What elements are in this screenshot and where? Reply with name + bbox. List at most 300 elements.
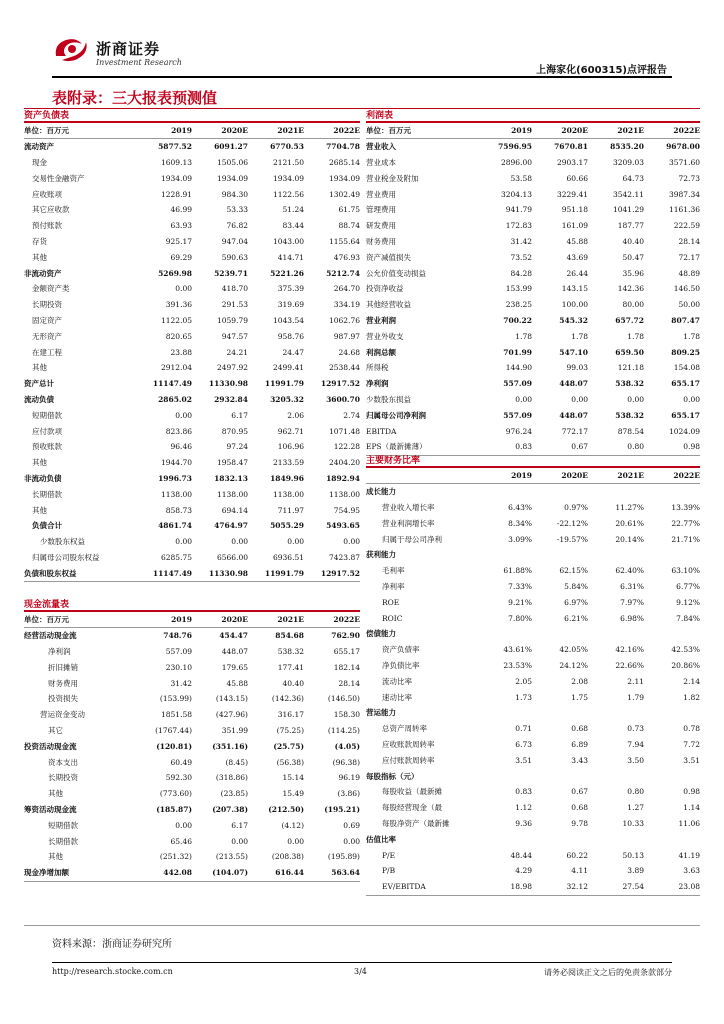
value-cell: 1934.09: [272, 173, 304, 183]
value-cell: 7423.87: [328, 552, 360, 562]
value-cell: 11147.49: [152, 568, 192, 578]
value-cell: 42.53%: [671, 645, 700, 655]
value-cell: 7.97%: [620, 597, 644, 607]
value-cell: 2404.20: [328, 458, 360, 468]
value-cell: 754.95: [333, 505, 360, 515]
table-row: [24, 170, 360, 186]
value-cell: 1.78: [683, 331, 700, 341]
value-cell: 657.72: [615, 315, 644, 325]
row-label: 偿债能力: [366, 629, 396, 639]
row-label: ROIC: [382, 613, 403, 623]
value-cell: 99.03: [566, 363, 588, 373]
value-cell: 26.44: [566, 268, 588, 278]
value-cell: 3.89: [627, 866, 644, 876]
table-row: [24, 297, 360, 313]
value-cell: 414.71: [277, 252, 304, 262]
value-cell: 83.44: [282, 221, 304, 231]
row-label: EBITDA: [366, 426, 397, 436]
value-cell: 9.21%: [508, 597, 532, 607]
value-cell: 2.74: [343, 410, 360, 420]
row-label: 存货: [32, 236, 47, 246]
value-cell: 772.17: [561, 426, 588, 436]
value-cell: 2121.50: [272, 157, 304, 167]
table-row: [24, 502, 360, 518]
value-cell: 72.17: [678, 252, 700, 262]
row-label: 其他: [32, 363, 47, 373]
row-label: EV/EBITDA: [382, 882, 426, 892]
value-cell: 0.73: [627, 724, 644, 734]
value-cell: 448.07: [559, 410, 588, 420]
row-label: 营业费用: [366, 189, 396, 199]
table-row: [366, 689, 700, 705]
value-cell: 24.12%: [559, 660, 588, 670]
value-cell: 41.19: [678, 850, 700, 860]
row-label: 每股经营现金（最: [382, 803, 442, 813]
table-row: [24, 565, 360, 581]
value-cell: 1059.79: [216, 315, 248, 325]
table-row: [24, 659, 360, 675]
row-label: 应付款项: [32, 426, 62, 436]
row-label: 毛利率: [382, 566, 405, 576]
table-row: [24, 265, 360, 281]
value-cell: 8.34%: [508, 518, 532, 528]
table-row: [24, 628, 360, 644]
value-cell: 72.73: [678, 173, 700, 183]
table-row: [366, 737, 700, 753]
row-label: 归属于母公司净利: [382, 534, 442, 544]
row-label: 非流动负债: [24, 473, 62, 483]
value-cell: 1.12: [515, 803, 532, 813]
value-cell: 0.80: [627, 442, 644, 452]
value-cell: 63.93: [170, 221, 192, 231]
row-label: 营业收入增长率: [382, 502, 435, 512]
table-row: [24, 407, 360, 423]
value-cell: 592.30: [165, 773, 192, 783]
value-cell: 538.32: [615, 379, 644, 389]
value-cell: 616.44: [275, 868, 304, 878]
value-cell: 7596.95: [498, 142, 532, 152]
value-cell: 3600.70: [326, 394, 360, 404]
value-cell: 22.66%: [615, 660, 644, 670]
value-cell: (208.38): [271, 852, 304, 862]
value-cell: 7.94: [627, 739, 644, 749]
table-bottom-rule: [366, 895, 700, 896]
value-cell: 448.07: [559, 379, 588, 389]
table-row: [366, 407, 700, 423]
value-cell: 538.32: [615, 410, 644, 420]
table-row: [24, 360, 360, 376]
value-cell: (351.16): [212, 741, 248, 751]
row-label: 非流动资产: [24, 268, 62, 278]
row-label: 资产总计: [24, 379, 54, 389]
row-label: 无形资产: [32, 331, 62, 341]
row-label: 其它: [48, 725, 63, 735]
value-cell: 1302.49: [328, 189, 360, 199]
year-header: 2019: [171, 614, 192, 624]
value-cell: 88.74: [338, 221, 360, 231]
value-cell: 858.73: [165, 505, 192, 515]
table-row: [366, 328, 700, 344]
value-cell: 655.17: [671, 410, 700, 420]
value-cell: 7704.78: [326, 142, 360, 152]
value-cell: 0.80: [627, 787, 644, 797]
value-cell: 51.24: [282, 205, 304, 215]
value-cell: 61.88%: [503, 566, 532, 576]
row-label: 流动比率: [382, 676, 412, 686]
value-cell: 2.08: [571, 676, 588, 686]
value-cell: 9.36: [515, 818, 532, 828]
value-cell: 21.71%: [671, 534, 700, 544]
value-cell: 442.08: [163, 868, 192, 878]
row-label: 交易性金融资产: [32, 173, 85, 183]
value-cell: 3542.11: [612, 189, 644, 199]
value-cell: 50.13: [622, 850, 644, 860]
value-cell: 28.14: [338, 678, 360, 688]
year-header: 2019: [511, 125, 532, 135]
table-title: 主要财务比率: [366, 456, 700, 468]
value-cell: 9678.00: [666, 142, 700, 152]
value-cell: 179.65: [221, 662, 248, 672]
page-number: 3/4: [354, 967, 367, 976]
value-cell: 60.66: [566, 173, 588, 183]
row-label: 其他经营收益: [366, 300, 411, 310]
value-cell: 1.27: [627, 803, 644, 813]
value-cell: 5493.65: [326, 521, 360, 531]
value-cell: 73.52: [510, 252, 532, 262]
value-cell: 6.17: [231, 410, 248, 420]
year-header: 2020E: [561, 125, 588, 135]
value-cell: (207.38): [212, 804, 248, 814]
value-cell: 5221.26: [270, 268, 304, 278]
value-cell: 0.67: [571, 787, 588, 797]
value-cell: 28.14: [678, 236, 700, 246]
row-label: 营业外收支: [366, 331, 404, 341]
value-cell: 187.77: [617, 221, 644, 231]
value-cell: 655.17: [333, 646, 360, 656]
row-label: 其他: [48, 789, 63, 799]
report-title: 上海家化(600315)点评报告: [536, 65, 667, 76]
value-cell: 2932.84: [214, 394, 248, 404]
table-row: [366, 594, 700, 610]
table-row: [24, 550, 360, 566]
value-cell: 7.84%: [676, 613, 700, 623]
value-cell: 947.57: [221, 331, 248, 341]
row-label: 现金: [32, 157, 47, 167]
value-cell: 146.50: [673, 284, 700, 294]
value-cell: 32.12: [566, 882, 588, 892]
value-cell: 5055.29: [270, 521, 304, 531]
value-cell: 0.68: [571, 724, 588, 734]
table-row: [24, 865, 360, 881]
row-label: 长期投资: [48, 773, 78, 783]
value-cell: (318.86): [215, 773, 248, 783]
value-cell: (195.21): [324, 804, 360, 814]
value-cell: 22.77%: [671, 518, 700, 528]
tables-bottom-divider: [24, 925, 700, 926]
row-label: 在建工程: [32, 347, 62, 357]
row-label: 固定资产: [32, 315, 62, 325]
row-label: 短期借款: [32, 410, 62, 420]
value-cell: (114.25): [327, 725, 360, 735]
value-cell: 3.63: [683, 866, 700, 876]
row-label: 估值比率: [366, 834, 396, 844]
value-cell: 11330.98: [208, 379, 248, 389]
row-label: ROE: [382, 597, 400, 607]
value-cell: 158.30: [333, 710, 360, 720]
value-cell: 962.71: [277, 426, 304, 436]
table-row: [366, 752, 700, 768]
table-row: [24, 218, 360, 234]
value-cell: 31.42: [510, 236, 532, 246]
value-cell: 1505.06: [216, 157, 248, 167]
year-header: 2021E: [617, 125, 644, 135]
value-cell: 1228.91: [160, 189, 192, 199]
value-cell: 0.00: [175, 820, 192, 830]
value-cell: 941.79: [505, 205, 532, 215]
value-cell: 655.17: [671, 379, 700, 389]
table-row: [24, 392, 360, 408]
value-cell: 334.19: [333, 300, 360, 310]
value-cell: 222.59: [673, 221, 700, 231]
value-cell: 0.00: [515, 394, 532, 404]
table-row: [24, 486, 360, 502]
value-cell: 557.09: [503, 379, 532, 389]
table-row: [24, 833, 360, 849]
value-cell: 351.99: [221, 725, 248, 735]
value-cell: 547.10: [559, 347, 588, 357]
value-cell: (773.60): [159, 789, 192, 799]
page-header: [0, 0, 724, 80]
year-header: 2022E: [673, 125, 700, 135]
table-row: [24, 455, 360, 471]
value-cell: 4.11: [571, 866, 588, 876]
value-cell: 1024.09: [668, 426, 700, 436]
table-row: [366, 297, 700, 313]
value-cell: 1138.00: [160, 489, 192, 499]
value-cell: 11.27%: [615, 502, 644, 512]
table-row: [24, 376, 360, 392]
table-row: [366, 423, 700, 439]
table-row: [366, 376, 700, 392]
value-cell: 23.88: [170, 347, 192, 357]
value-cell: 0.00: [343, 836, 360, 846]
value-cell: (3.86): [337, 789, 360, 799]
value-cell: 0.98: [683, 787, 700, 797]
table-row: [366, 784, 700, 800]
table-row: [24, 691, 360, 707]
value-cell: 659.50: [615, 347, 644, 357]
value-cell: 3987.34: [668, 189, 700, 199]
row-label: 营业收入: [366, 142, 396, 152]
value-cell: (96.38): [332, 757, 360, 767]
value-cell: 1071.48: [328, 426, 360, 436]
table-row: [24, 155, 360, 171]
table-row: [366, 313, 700, 329]
table-row: [366, 344, 700, 360]
value-cell: 2896.00: [500, 157, 532, 167]
value-cell: 65.46: [170, 836, 192, 846]
table-row: [366, 563, 700, 579]
value-cell: 15.49: [282, 789, 304, 799]
value-cell: 4764.97: [214, 521, 248, 531]
unit-label: 单位：百万元: [24, 614, 69, 624]
table-row: [24, 738, 360, 754]
value-cell: 27.54: [622, 882, 644, 892]
value-cell: 7.72: [683, 739, 700, 749]
table-row: [366, 515, 700, 531]
value-cell: 807.47: [671, 315, 700, 325]
value-cell: 63.10%: [671, 566, 700, 576]
row-label: 短期借款: [48, 820, 78, 830]
value-cell: 144.90: [505, 363, 532, 373]
section-title: 表附录：三大报表预测值: [52, 89, 218, 107]
table-title: 资产负债表: [24, 111, 360, 123]
value-cell: 0.00: [231, 836, 248, 846]
table-row: [24, 313, 360, 329]
row-label: 净负债比率: [382, 660, 420, 670]
value-cell: 1832.13: [214, 473, 248, 483]
row-label: 负债和股东权益: [24, 568, 77, 578]
row-label: 投资活动现金流: [24, 741, 77, 751]
value-cell: 1996.73: [158, 473, 192, 483]
table-row: [366, 170, 700, 186]
value-cell: 1122.56: [272, 189, 304, 199]
row-label: 投资损失: [48, 694, 78, 704]
table-header-row: [24, 123, 360, 139]
table-row: [366, 626, 700, 642]
value-cell: (143.15): [215, 694, 248, 704]
value-cell: 154.08: [673, 363, 700, 373]
value-cell: 177.41: [277, 662, 304, 672]
footer-divider: [52, 962, 672, 963]
table-row: [24, 423, 360, 439]
value-cell: 2.05: [515, 676, 532, 686]
value-cell: 0.98: [683, 442, 700, 452]
value-cell: 3.09%: [508, 534, 532, 544]
value-cell: 122.28: [333, 442, 360, 452]
value-cell: 10.33: [622, 818, 644, 828]
row-label: 财务费用: [48, 678, 78, 688]
row-label: 利润总额: [366, 347, 396, 357]
value-cell: (56.38): [276, 757, 304, 767]
table-row: [366, 249, 700, 265]
value-cell: -19.57%: [556, 534, 588, 544]
value-cell: 4861.74: [158, 521, 192, 531]
value-cell: 20.61%: [615, 518, 644, 528]
value-cell: 40.40: [622, 236, 644, 246]
value-cell: 11147.49: [152, 379, 192, 389]
value-cell: 820.65: [165, 331, 192, 341]
value-cell: 1041.29: [612, 205, 644, 215]
value-cell: 0.71: [515, 724, 532, 734]
value-cell: 43.69: [566, 252, 588, 262]
row-label: 每股收益（最新摊: [382, 787, 442, 797]
row-label: 长期借款: [32, 489, 62, 499]
value-cell: 925.17: [165, 236, 192, 246]
value-cell: 1934.09: [328, 173, 360, 183]
row-label: 长期投资: [32, 300, 62, 310]
unit-label: 单位：百万元: [24, 125, 69, 135]
value-cell: 35.96: [622, 268, 644, 278]
value-cell: 0.00: [231, 537, 248, 547]
table-row: [366, 202, 700, 218]
value-cell: 3205.32: [270, 394, 304, 404]
value-cell: 1138.00: [328, 489, 360, 499]
row-label: 应收账款周转率: [382, 739, 435, 749]
value-cell: 6770.53: [270, 142, 304, 152]
table-bottom-rule: [24, 581, 360, 582]
row-label: 应付账款周转率: [382, 755, 435, 765]
row-label: 营业利润增长率: [382, 518, 435, 528]
value-cell: 5269.98: [158, 268, 192, 278]
table-row: [366, 705, 700, 721]
zheshang-logo-icon: [52, 34, 90, 64]
value-cell: 2133.59: [272, 458, 304, 468]
value-cell: 45.88: [226, 678, 248, 688]
value-cell: 557.09: [165, 646, 192, 656]
value-cell: 60.49: [170, 757, 192, 767]
table-row: [24, 202, 360, 218]
row-label: P/E: [382, 850, 396, 860]
row-label: 金额资产类: [32, 284, 70, 294]
value-cell: 42.16%: [615, 645, 644, 655]
table-row: [366, 439, 700, 455]
footer-url-link[interactable]: http://research.stocke.com.cn: [52, 967, 173, 976]
value-cell: 1138.00: [216, 489, 248, 499]
table-row: [24, 234, 360, 250]
value-cell: 1.78: [571, 331, 588, 341]
value-cell: 3209.03: [612, 157, 644, 167]
value-cell: 11.06: [678, 818, 700, 828]
value-cell: 1849.96: [270, 473, 304, 483]
table-row: [366, 392, 700, 408]
value-cell: 9.12%: [676, 597, 700, 607]
row-label: 少数股东权益: [40, 537, 85, 547]
value-cell: (195.89): [327, 852, 360, 862]
value-cell: 2903.17: [556, 157, 588, 167]
value-cell: 40.40: [282, 678, 304, 688]
value-cell: 1934.09: [160, 173, 192, 183]
row-label: 成长能力: [366, 487, 396, 497]
value-cell: 2538.44: [328, 363, 360, 373]
row-label: 经营活动现金流: [24, 631, 77, 641]
value-cell: 11991.79: [264, 379, 304, 389]
unit-label: 单位：百万元: [366, 125, 411, 135]
row-label: 营运能力: [366, 708, 396, 718]
value-cell: 9.78: [571, 818, 588, 828]
value-cell: 1944.70: [160, 458, 192, 468]
value-cell: 62.40%: [615, 566, 644, 576]
value-cell: 947.04: [221, 236, 248, 246]
table-row: [24, 344, 360, 360]
table-title: 现金流量表: [24, 600, 360, 612]
value-cell: (25.75): [273, 741, 304, 751]
value-cell: 0.00: [343, 537, 360, 547]
value-cell: 3229.41: [556, 189, 588, 199]
value-cell: 3.43: [571, 755, 588, 765]
data-source-note: 资料来源：浙商证券研究所: [52, 939, 172, 950]
value-cell: 1043.00: [272, 236, 304, 246]
table-row: [24, 707, 360, 723]
row-label: 流动资产: [24, 142, 54, 152]
value-cell: 2499.41: [272, 363, 304, 373]
value-cell: 2865.02: [158, 394, 192, 404]
value-cell: 0.97%: [564, 502, 588, 512]
value-cell: 375.39: [277, 284, 304, 294]
value-cell: 12917.52: [320, 568, 360, 578]
value-cell: 545.32: [559, 315, 588, 325]
table-row: [24, 328, 360, 344]
